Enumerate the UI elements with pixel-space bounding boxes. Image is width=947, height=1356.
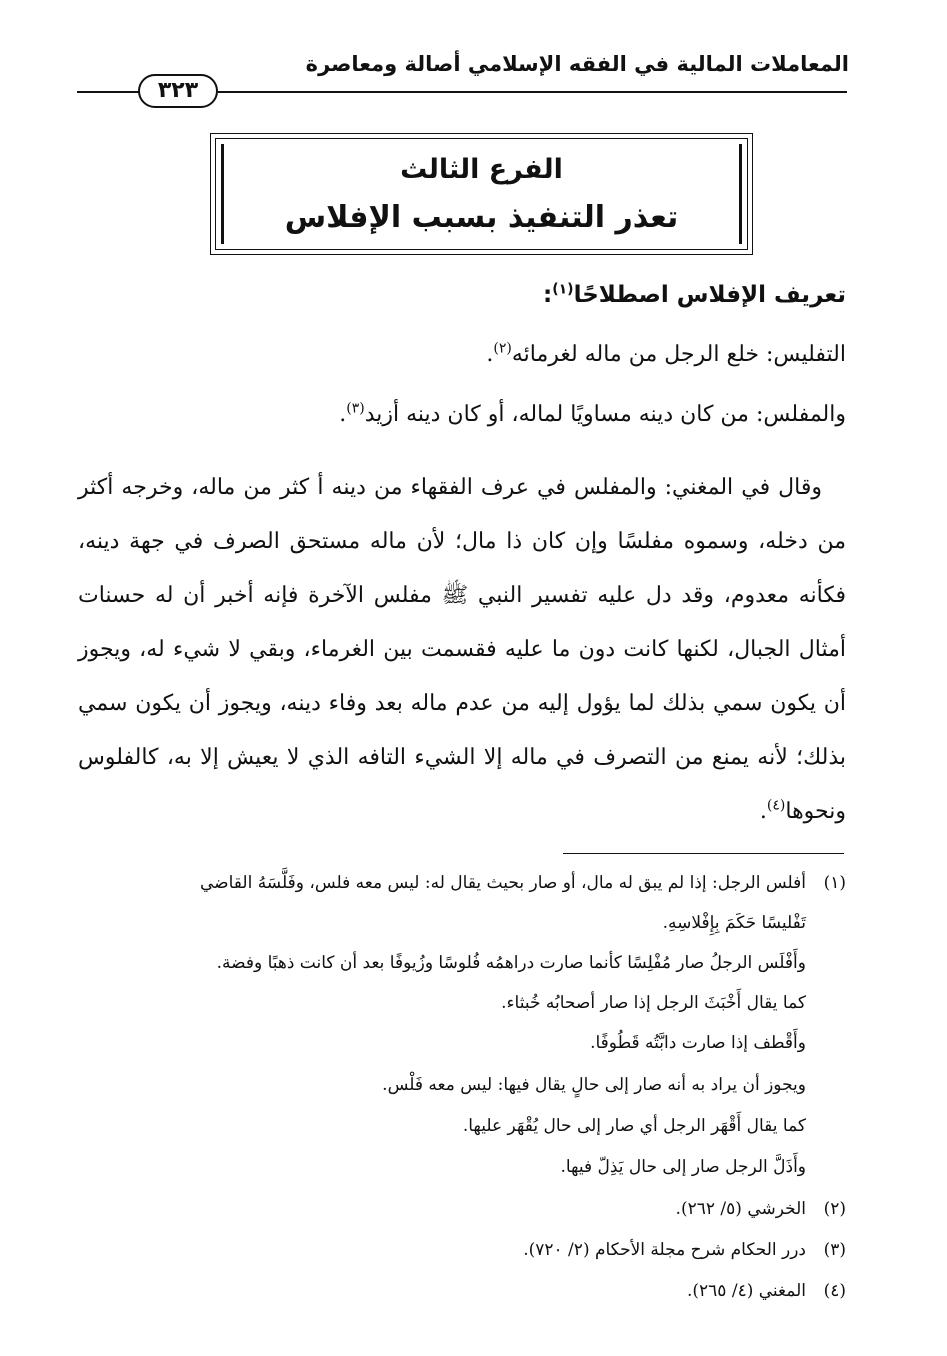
header-rule <box>218 91 847 93</box>
footnote-1-line: كما يقال أَقْهَر الرجل أي صار إلى حال يُقْهَر عليها. <box>462 1116 806 1136</box>
tafleesh-period: . <box>486 342 494 367</box>
footnote-number: (٤) <box>823 1281 846 1301</box>
section-title: تعذر التنفيذ بسبب الإفلاس <box>284 200 679 235</box>
footnote-number: (٣) <box>823 1240 846 1260</box>
footnote-text: المغني (٤/ ٢٦٥). <box>686 1281 806 1301</box>
muflis-period: . <box>339 402 347 427</box>
muflis-text: والمفلس: من كان دينه مساويًا لماله، أو كان دينه أزيد <box>364 402 846 427</box>
footnote-ref: (١) <box>552 281 574 298</box>
tafleesh-definition <box>486 342 846 367</box>
mughni-text: وقال في المغني: والمفلس في عرف الفقهاء من دينه أ كثر من ماله، وخرجه أكثر من دخله، وسموه مفلسًا وإن كان ذا مال؛ لأن ماله مستحق الصرف في جهة دينه، فكأنه معدوم، وقد دل عليه تفسير النبي ﷺ مفلس الآخرة فإنه أخبر أن له حسنات أمثال الجبال، لكنها كانت دون ما عليه فقسمت بين الغرماء، وبقي لا شيء له، ويجوز أن يكون سمي بذلك لما يؤول إليه من عدم ماله بعد وفاء دينه، ويجوز أن يكون سمي بذلك؛ لأنه يمنع من التصرف في ماله إلا الشيء التافه الذي لا يعيش إلا به، كالفلوس ونحوها <box>78 475 846 824</box>
mughni-paragraph <box>78 461 846 839</box>
muflis-definition <box>339 402 846 427</box>
mughni-period: . <box>759 799 767 824</box>
heading-colon: : <box>543 282 553 308</box>
footnote-ref: (٢) <box>493 340 512 357</box>
footnote-3 <box>523 1240 846 1260</box>
footnote-separator <box>563 853 844 854</box>
tafleesh-text: التفليس: خلع الرجل من ماله لغرمائه <box>511 342 846 367</box>
footnote-ref: (٣) <box>346 400 365 417</box>
definition-heading-text: تعريف الإفلاس اصطلاحًا <box>573 282 846 308</box>
footnote-text: الخرشي (٥/ ٢٦٢). <box>675 1199 806 1219</box>
section-label: الفرع الثالث <box>400 154 563 185</box>
footnote-1-line: وأَفْلَس الرجلُ صار مُفْلِسًا كأنما صارت دراهمُه فُلوسًا وزُيوفًا بعد أن كانت ذهبًا وفضة. <box>216 953 806 973</box>
footnote-text: أفلس الرجل: إذا لم يبق له مال، أو صار بحيث يقال له: ليس معه فلس، وفَلَّسَهُ القاضي <box>200 873 806 893</box>
footnote-1 <box>200 873 846 893</box>
definition-heading <box>543 282 846 308</box>
footnote-text: درر الحكام شرح مجلة الأحكام (٢/ ٧٢٠). <box>523 1240 806 1260</box>
footnote-1-line: ويجوز أن يراد به أنه صار إلى حالٍ يقال فيها: ليس معه فَلْس. <box>382 1075 806 1095</box>
footnote-1-line: تَفْليسًا حَكَمَ بِإِفْلاسِهِ. <box>662 913 806 933</box>
footnote-number: (١) <box>823 873 846 893</box>
footnote-1-line: كما يقال أَخْبَثَ الرجل إذا صار أصحابُه خُبثاء. <box>501 993 806 1013</box>
footnote-number: (٢) <box>823 1199 846 1219</box>
section-title-box <box>210 133 753 255</box>
footnote-2 <box>676 1199 846 1219</box>
running-header-title: المعاملات المالية في الفقه الإسلامي أصالة ومعاصرة <box>305 52 849 76</box>
page-number: ٣٢٣ <box>138 74 218 108</box>
header-rule <box>77 91 139 93</box>
footnote-1-line: وأَذَلَّ الرجل صار إلى حال يَذِلّ فيها. <box>560 1157 806 1177</box>
footnote-ref: (٤) <box>766 797 786 814</box>
footnote-4 <box>687 1281 846 1301</box>
footnote-1-line: وأَقْطف إذا صارت دابَّتُه قَطُوفًا. <box>590 1033 806 1053</box>
